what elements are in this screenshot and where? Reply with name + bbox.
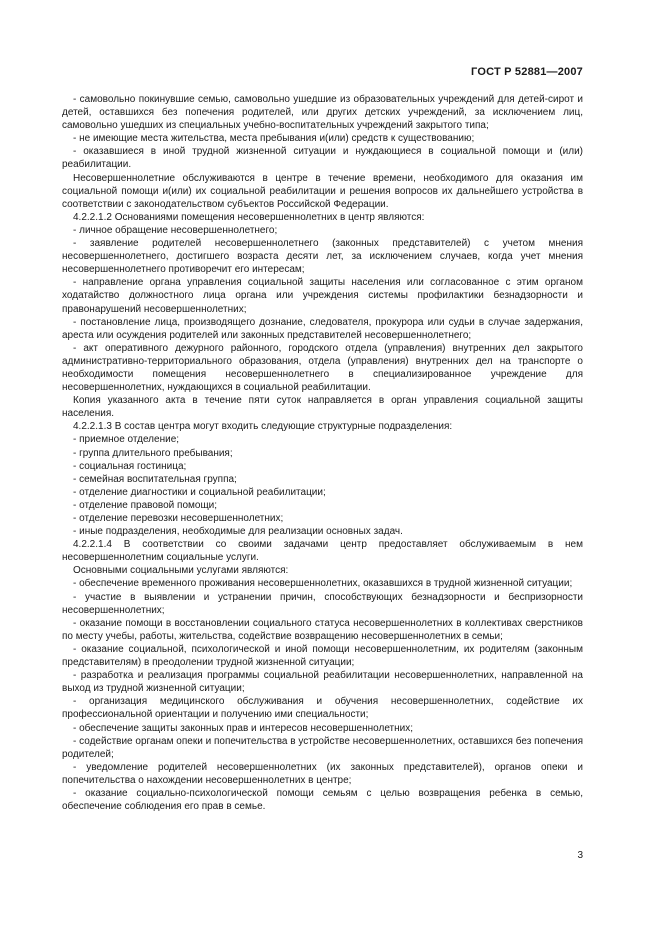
paragraph: Копия указанного акта в течение пяти суток направляется в орган управления социальной защиты населения. <box>62 395 583 420</box>
paragraph: - оказание социально-психологической помощи семьям с целью возвращения ребенка в семью, обеспечение соблюдения его прав в семье. <box>62 787 583 813</box>
paragraph: - личное обращение несовершеннолетнего; <box>73 224 278 236</box>
paragraph: - отделение диагностики и социальной реабилитации; <box>73 486 326 498</box>
paragraph: - постановление лица, производящего дознание, следователя, прокурора или судьи в случае задержания, ареста или осуждения родителей или законных представителей несовершеннолетнего; <box>62 316 583 341</box>
paragraph: - обеспечение защиты законных прав и интересов несовершеннолетних; <box>73 722 414 734</box>
paragraph: - иные подразделения, необходимые для реализации основных задач. <box>73 526 403 538</box>
paragraph: - социальная гостиница; <box>73 460 187 472</box>
paragraph: - не имеющие места жительства, места пребывания и(или) средств к существованию; <box>73 133 475 145</box>
paragraph: - отделение правовой помощи; <box>73 499 218 511</box>
paragraph: 4.2.2.1.3 В состав центра могут входить следующие структурные подразделения: <box>73 421 453 433</box>
paragraph: - участие в выявлении и устранении причин, способствующих безнадзорности и беспризорности несовершеннолетних; <box>62 591 583 616</box>
paragraph: 4.2.2.1.4 В соответствии со своими задачами центр предоставляет обслуживаемым в нем несовершеннолетним социальные услуги. <box>62 539 583 564</box>
paragraph: - акт оперативного дежурного районного, городского отдела (управления) внутренних дел закрытого административно-территориального образования, отдела (управления) внутренних дел на транспорте о необходимости помещения несовершеннолетнего в специализированное учреждение для несовершеннолетних, нуждающихся в социальной реабилитации. <box>62 342 583 394</box>
paragraph: - обеспечение временного проживания несовершеннолетних, оказавшихся в трудной жизненной ситуации; <box>73 578 573 590</box>
paragraph: - направление органа управления социальной защиты населения или согласованное с этим органом ходатайство должностного лица органа или учреждения системы профилактики безнадзорности и правонарушений несовершеннолетних; <box>62 277 583 315</box>
paragraph: - заявление родителей несовершеннолетнего (законных представителей) с учетом мнения несовершеннолетнего, достигшего возраста десяти лет, за исключением случаев, когда учет мнения несовершеннолетнего противоречит его интересам; <box>62 238 583 276</box>
document-code: ГОСТ Р 52881—2007 <box>471 66 583 78</box>
paragraph: Несовершеннолетние обслуживаются в центре в течение времени, необходимого для оказания им социальной помощи и(или) их социальной реабилитации и решения вопросов их дальнейшего устройства в соответствии с законодательством субъектов Российской Федерации. <box>62 172 583 210</box>
paragraph: - организация медицинского обслуживания и обучения несовершеннолетних, содействие их профессиональной ориентации и получению ими специальности; <box>62 696 583 721</box>
paragraph: - группа длительного пребывания; <box>73 447 233 459</box>
paragraph: - оказание помощи в восстановлении социального статуса несовершеннолетних в коллективах сверстников по месту учебы, работы, жительства, содействие возвращению несовершеннолетних в семьи; <box>62 617 583 642</box>
page-number: 3 <box>577 850 583 861</box>
paragraph: - самовольно покинувшие семью, самовольно ушедшие из образовательных учреждений для детей-сирот и детей, оставшихся без попечения родителей, или других детских учреждений, за исключением лиц, самовольно ушедших из специальных учебно-воспитательных учреждений закрытого типа; <box>62 94 583 132</box>
paragraph: - уведомление родителей несовершеннолетних (их законных представителей), органов опеки и попечительства о нахождении несовершеннолетних в центре; <box>62 761 583 786</box>
paragraph: - содействие органам опеки и попечительства в устройстве несовершеннолетних, оставшихся без попечения родителей; <box>62 735 583 760</box>
paragraph: - отделение перевозки несовершеннолетних; <box>73 513 284 524</box>
paragraph: 4.2.2.1.2 Основаниями помещения несовершеннолетних в центр являются: <box>73 211 425 223</box>
paragraph: - семейная воспитательная группа; <box>73 473 237 485</box>
paragraph: - разработка и реализация программы социальной реабилитации несовершеннолетних, направленной на выход из трудной жизненной ситуации; <box>62 670 583 695</box>
document-body <box>62 93 583 813</box>
paragraph: - оказавшиеся в иной трудной жизненной ситуации и нуждающиеся в социальной помощи и (или) реабилитации. <box>62 146 583 171</box>
paragraph: - оказание социальной, психологической и иной помощи несовершеннолетним, их родителям (законным представителям) в преодолении трудной жизненной ситуации; <box>62 643 583 669</box>
paragraph: - приемное отделение; <box>73 434 180 446</box>
paragraph: Основными социальными услугами являются: <box>73 565 289 577</box>
